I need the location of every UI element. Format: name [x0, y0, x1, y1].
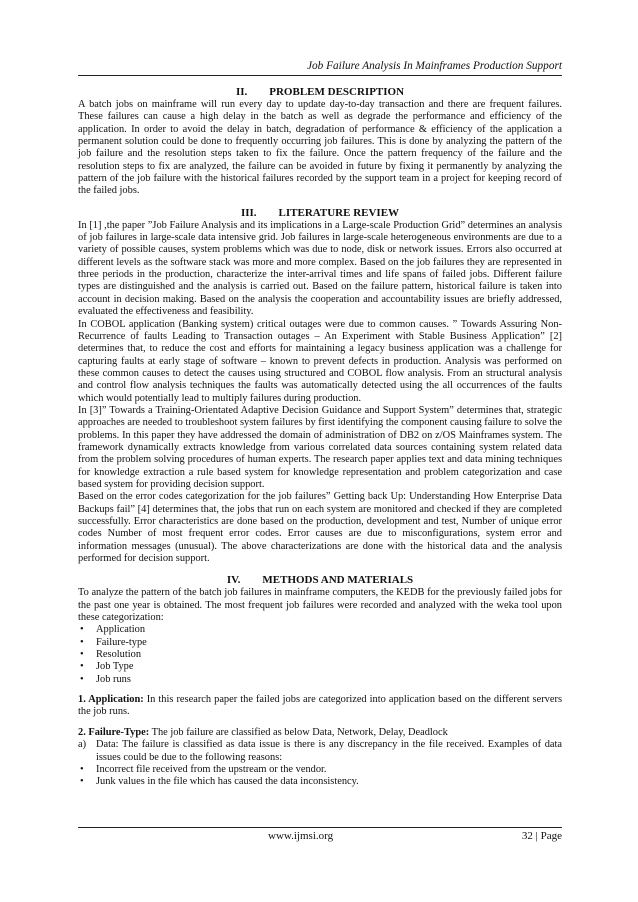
- running-title: Job Failure Analysis In Mainframes Production Support: [307, 60, 562, 72]
- literature-paragraph-1: In [1] ,the paper ”Job Failure Analysis and its implications in a Large-scale Production Grid” determines an analysis of job failures in large-scale data intensive grid. Job failures in large-scale heterogeneous environments are due to a variety of possible causes, system problems which was due to node, disk or network issues. Errors also occurred at different levels as the software stack was more and more complex. Based on the job failures they are represented in three periods in the production, characterize the inter-arrival times and life spans of failed jobs. Different failure types are distinguished and the analysis is carried out. Based on the failure pattern, historical failure is taken into account in decision making. Based on the analysis the cooperation and accountability issues are briefly addressed, evaluated the effectiveness and feasibility.: [78, 219, 562, 318]
- section-number: II.: [235, 86, 248, 98]
- failure-type-label: 2. Failure-Type:: [78, 726, 150, 738]
- list-item: • Job Type: [78, 661, 562, 673]
- item-marker: a): [78, 739, 87, 751]
- application-paragraph: [78, 694, 562, 719]
- list-item: • Application: [78, 624, 562, 636]
- list-item: • Incorrect file received from the upstream or the vendor.: [78, 764, 562, 776]
- section-heading-problem: [78, 86, 562, 99]
- methods-intro: To analyze the pattern of the batch job failures in mainframe computers, the KEDB for the previously failed jobs for the past one year is obtained. The most frequent job failures were recorded and analyzed with the weka tool upon these categorization:: [78, 587, 562, 624]
- section-title: PROBLEM DESCRIPTION: [269, 86, 405, 98]
- page-body: [78, 86, 562, 789]
- list-item: • Failure-type: [78, 637, 562, 649]
- item-text: Data: The failure is classified as data issue is there is any discrepancy in the file received. Examples of data issues could be due to the following reasons:: [96, 739, 562, 763]
- section-heading-literature: [78, 207, 562, 220]
- data-reasons-list: [78, 764, 562, 789]
- section-title: LITERATURE REVIEW: [278, 206, 400, 219]
- failure-type-paragraph: [78, 727, 562, 739]
- header-rule: [78, 75, 562, 76]
- page-number: 32 | Page: [521, 830, 562, 842]
- list-item: • Junk values in the file which has caused the data inconsistency.: [78, 776, 562, 788]
- literature-paragraph-2: In COBOL application (Banking system) critical outages were due to common causes. ” Towards Assuring Non-Recurrence of faults Leading to Transaction outages – An Experiment with Stable Business Application” [2] determines that, to reduce the cost and efforts for maintaining a legacy business application was a challenge for capturing faults at early stage of software – known to prevent defects in production. Analysis was performed on these common causes to detect the causes using structured and COBOL flow analysis. From an structural analysis and control flow analysis techniques the faults was automatically detected using the all occurrences of the faults which would potentially lead to multiply failures during production.: [78, 318, 562, 404]
- journal-url: www.ijmsi.org: [268, 830, 334, 842]
- failure-type-text: The job failure are classified as below Data, Network, Delay, Deadlock: [149, 726, 448, 738]
- literature-paragraph-3: In [3]” Towards a Training-Orientated Adaptive Decision Guidance and Support System” determines that, strategic approaches are needed to troubleshoot system failures by first identifying the component causing failure to solve the problems. In this paper they have addressed the domain of administration of DB2 on z/OS Mainframes system. The framework dynamically extracts knowledge from various correlated data sources containing system related data from the problem solving procedures of human experts. The research paper applies text and data mining techniques for knowledge extraction a rule based system for knowledge representation and problem categorization and case based system for providing decision support.: [78, 404, 562, 490]
- footer-rule: [78, 827, 562, 828]
- literature-paragraph-4: Based on the error codes categorization for the job failures” Getting back Up: Understanding How Enterprise Data Backups fail” [4] determines that, the jobs that run on each system are monitored and checked if they are completed successfully. Error characteristics are done based on the production, development and test, Number of unique error codes Number of most frequent error codes. Error causes are due to misconfigurations, system error and information messages (unusual). The above characterizations are done with the historical data and the analysis performed for decision support.: [78, 491, 562, 565]
- section-heading-methods: [78, 574, 562, 587]
- section-title: METHODS AND MATERIALS: [262, 574, 414, 587]
- list-item: • Job runs: [78, 674, 562, 686]
- application-text: In this research paper the failed jobs are categorized into application based on the different servers the job runs.: [78, 694, 562, 718]
- data-failure-item: [78, 739, 562, 764]
- section-number: IV.: [226, 574, 241, 587]
- category-list: [78, 624, 562, 686]
- section-number: III.: [240, 206, 257, 219]
- application-label: 1. Application:: [78, 694, 144, 706]
- list-item: • Resolution: [78, 649, 562, 661]
- problem-paragraph: A batch jobs on mainframe will run every day to update day-to-day transaction and there are frequent failures. These failures can cause a high delay in the batch as well as degrade the performance and efficiency of the application. In order to avoid the delay in batch, degradation of performance & efficiency of the application a permanent solution could be done to frequently occurring job failures. This is done by analyzing the pattern of the job failure and the resolution steps taken to fix the failure. Once the pattern frequency of the failure and the resolution steps to fix are analyzed, the failure can be avoided in future by fixing it permanently by analyzing the pattern of the job failure with the historical failures recorded by the support team in a project for keeping record of the failed jobs.: [78, 99, 562, 197]
